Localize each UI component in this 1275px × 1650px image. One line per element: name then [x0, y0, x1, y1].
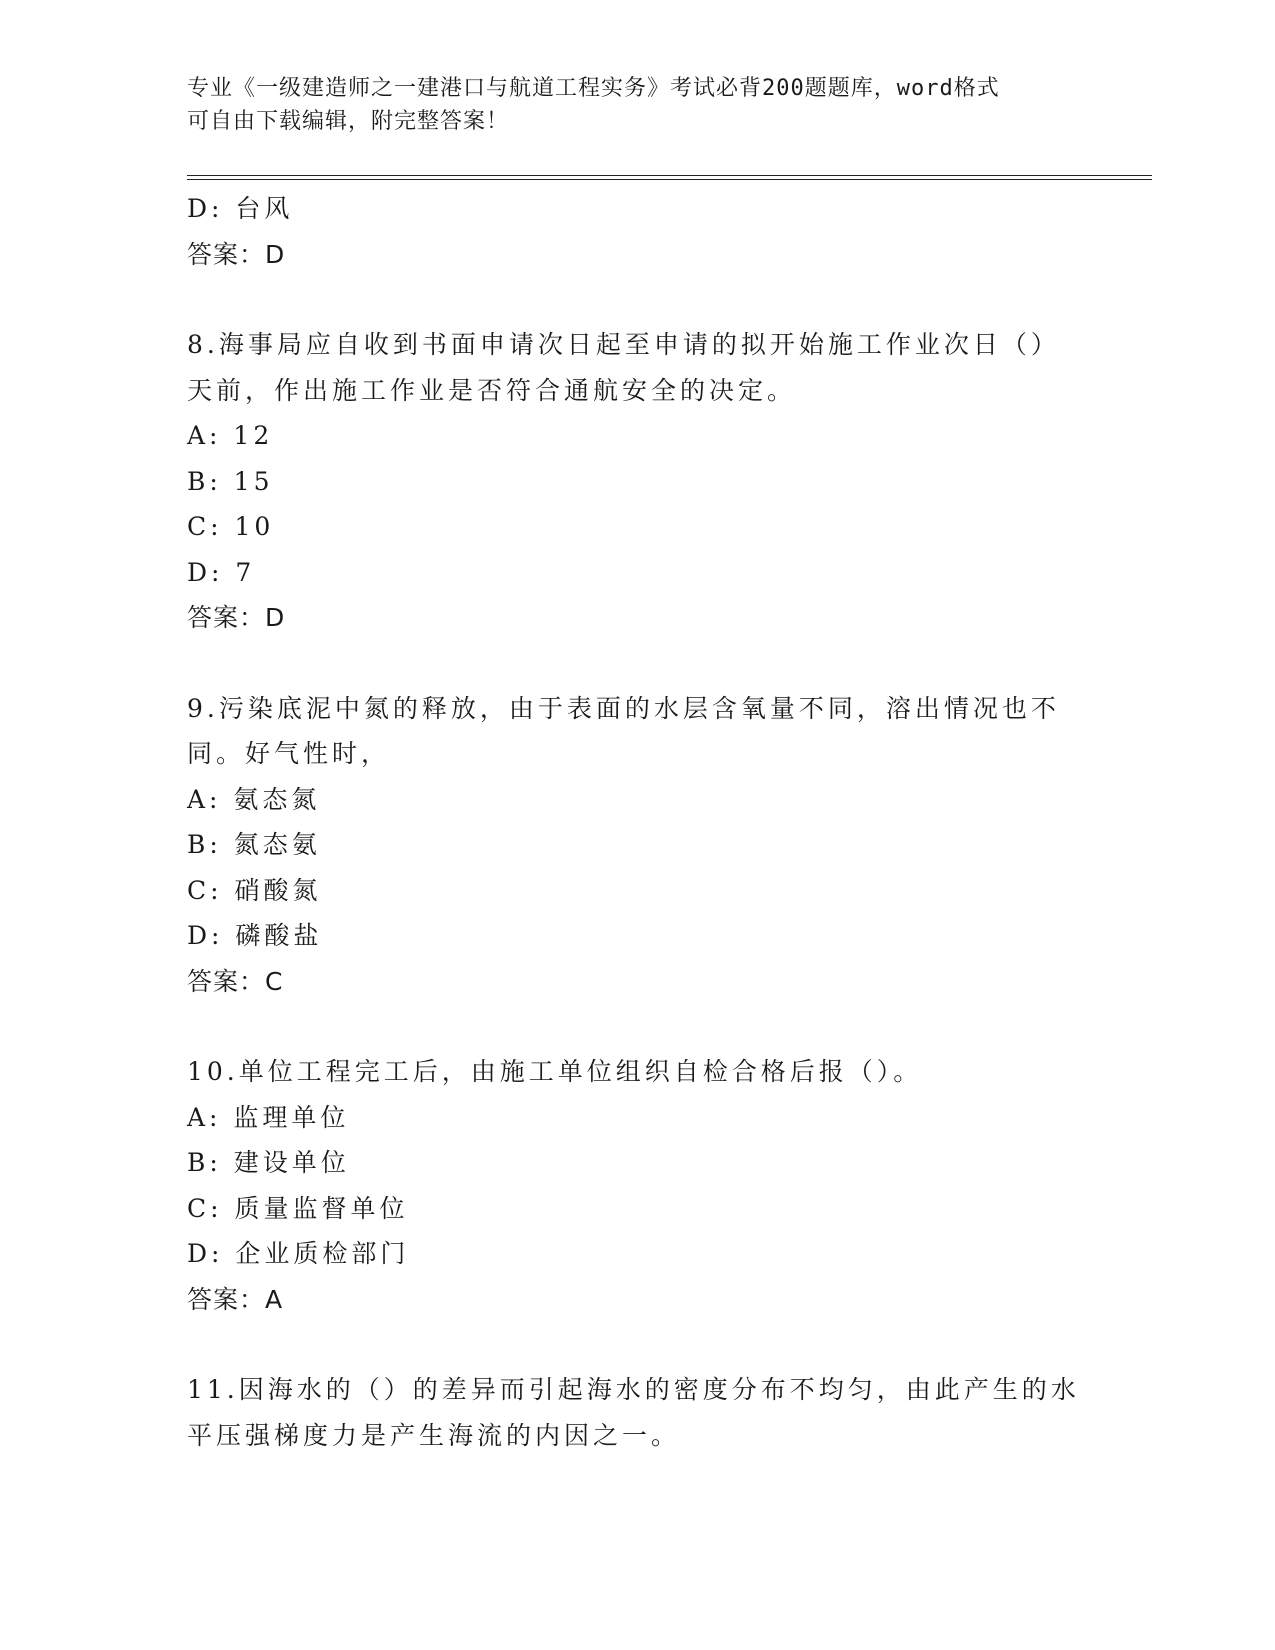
question-stem: 10.单位工程完工后，由施工单位组织自检合格后报（）。	[187, 1057, 923, 1086]
question-stem: 平压强梯度力是产生海流的内因之一。	[187, 1420, 681, 1450]
question-9	[187, 686, 1067, 1005]
page-header	[187, 72, 1067, 138]
option-a: A: 12	[187, 421, 274, 450]
question-8	[187, 322, 1067, 641]
option-c: C: 10	[187, 512, 275, 541]
option-b: B: 建设单位	[187, 1148, 350, 1177]
answer-line: 答案：A	[187, 1284, 284, 1314]
header-title-line-2: 可自由下载编辑，附完整答案！	[187, 109, 510, 134]
question-10	[187, 1049, 1067, 1322]
answer-line: 答案：D	[187, 603, 286, 632]
option-c: C: 硝酸氮	[187, 875, 322, 905]
question-content	[187, 186, 1080, 1458]
header-divider	[187, 175, 1152, 180]
answer-line: 答案：C	[187, 966, 284, 996]
option-d: D: 磷酸盐	[187, 921, 323, 950]
answer-line: 答案：D	[187, 239, 286, 269]
question-stem: 天前，作出施工作业是否符合通航安全的决定。	[187, 375, 797, 405]
question-stem: 11.因海水的（）的差异而引起海水的密度分布不均匀，由此产生的水	[187, 1375, 1080, 1404]
question-stem: 同。好气性时，	[187, 739, 391, 768]
option-c: C: 质量监督单位	[187, 1193, 409, 1223]
option-a: A: 监理单位	[187, 1102, 350, 1132]
option-d: D: 台风	[187, 194, 294, 223]
option-d: D: 7	[187, 557, 256, 587]
option-b: B: 氮态氨	[187, 830, 321, 859]
header-title-line-1: 专业《一级建造师之一建港口与航道工程实务》考试必背200题题库，word格式	[187, 76, 1000, 101]
option-b: B: 15	[187, 466, 274, 496]
question-11	[187, 1367, 1080, 1458]
question-stem: 8.海事局应自收到书面申请次日起至申请的拟开始施工作业次日（）	[187, 330, 1060, 359]
option-d: D: 企业质检部门	[187, 1239, 410, 1268]
option-a: A: 氨态氮	[187, 784, 321, 814]
question-stem: 9.污染底泥中氮的释放，由于表面的水层含氧量不同，溶出情况也不	[187, 693, 1060, 723]
